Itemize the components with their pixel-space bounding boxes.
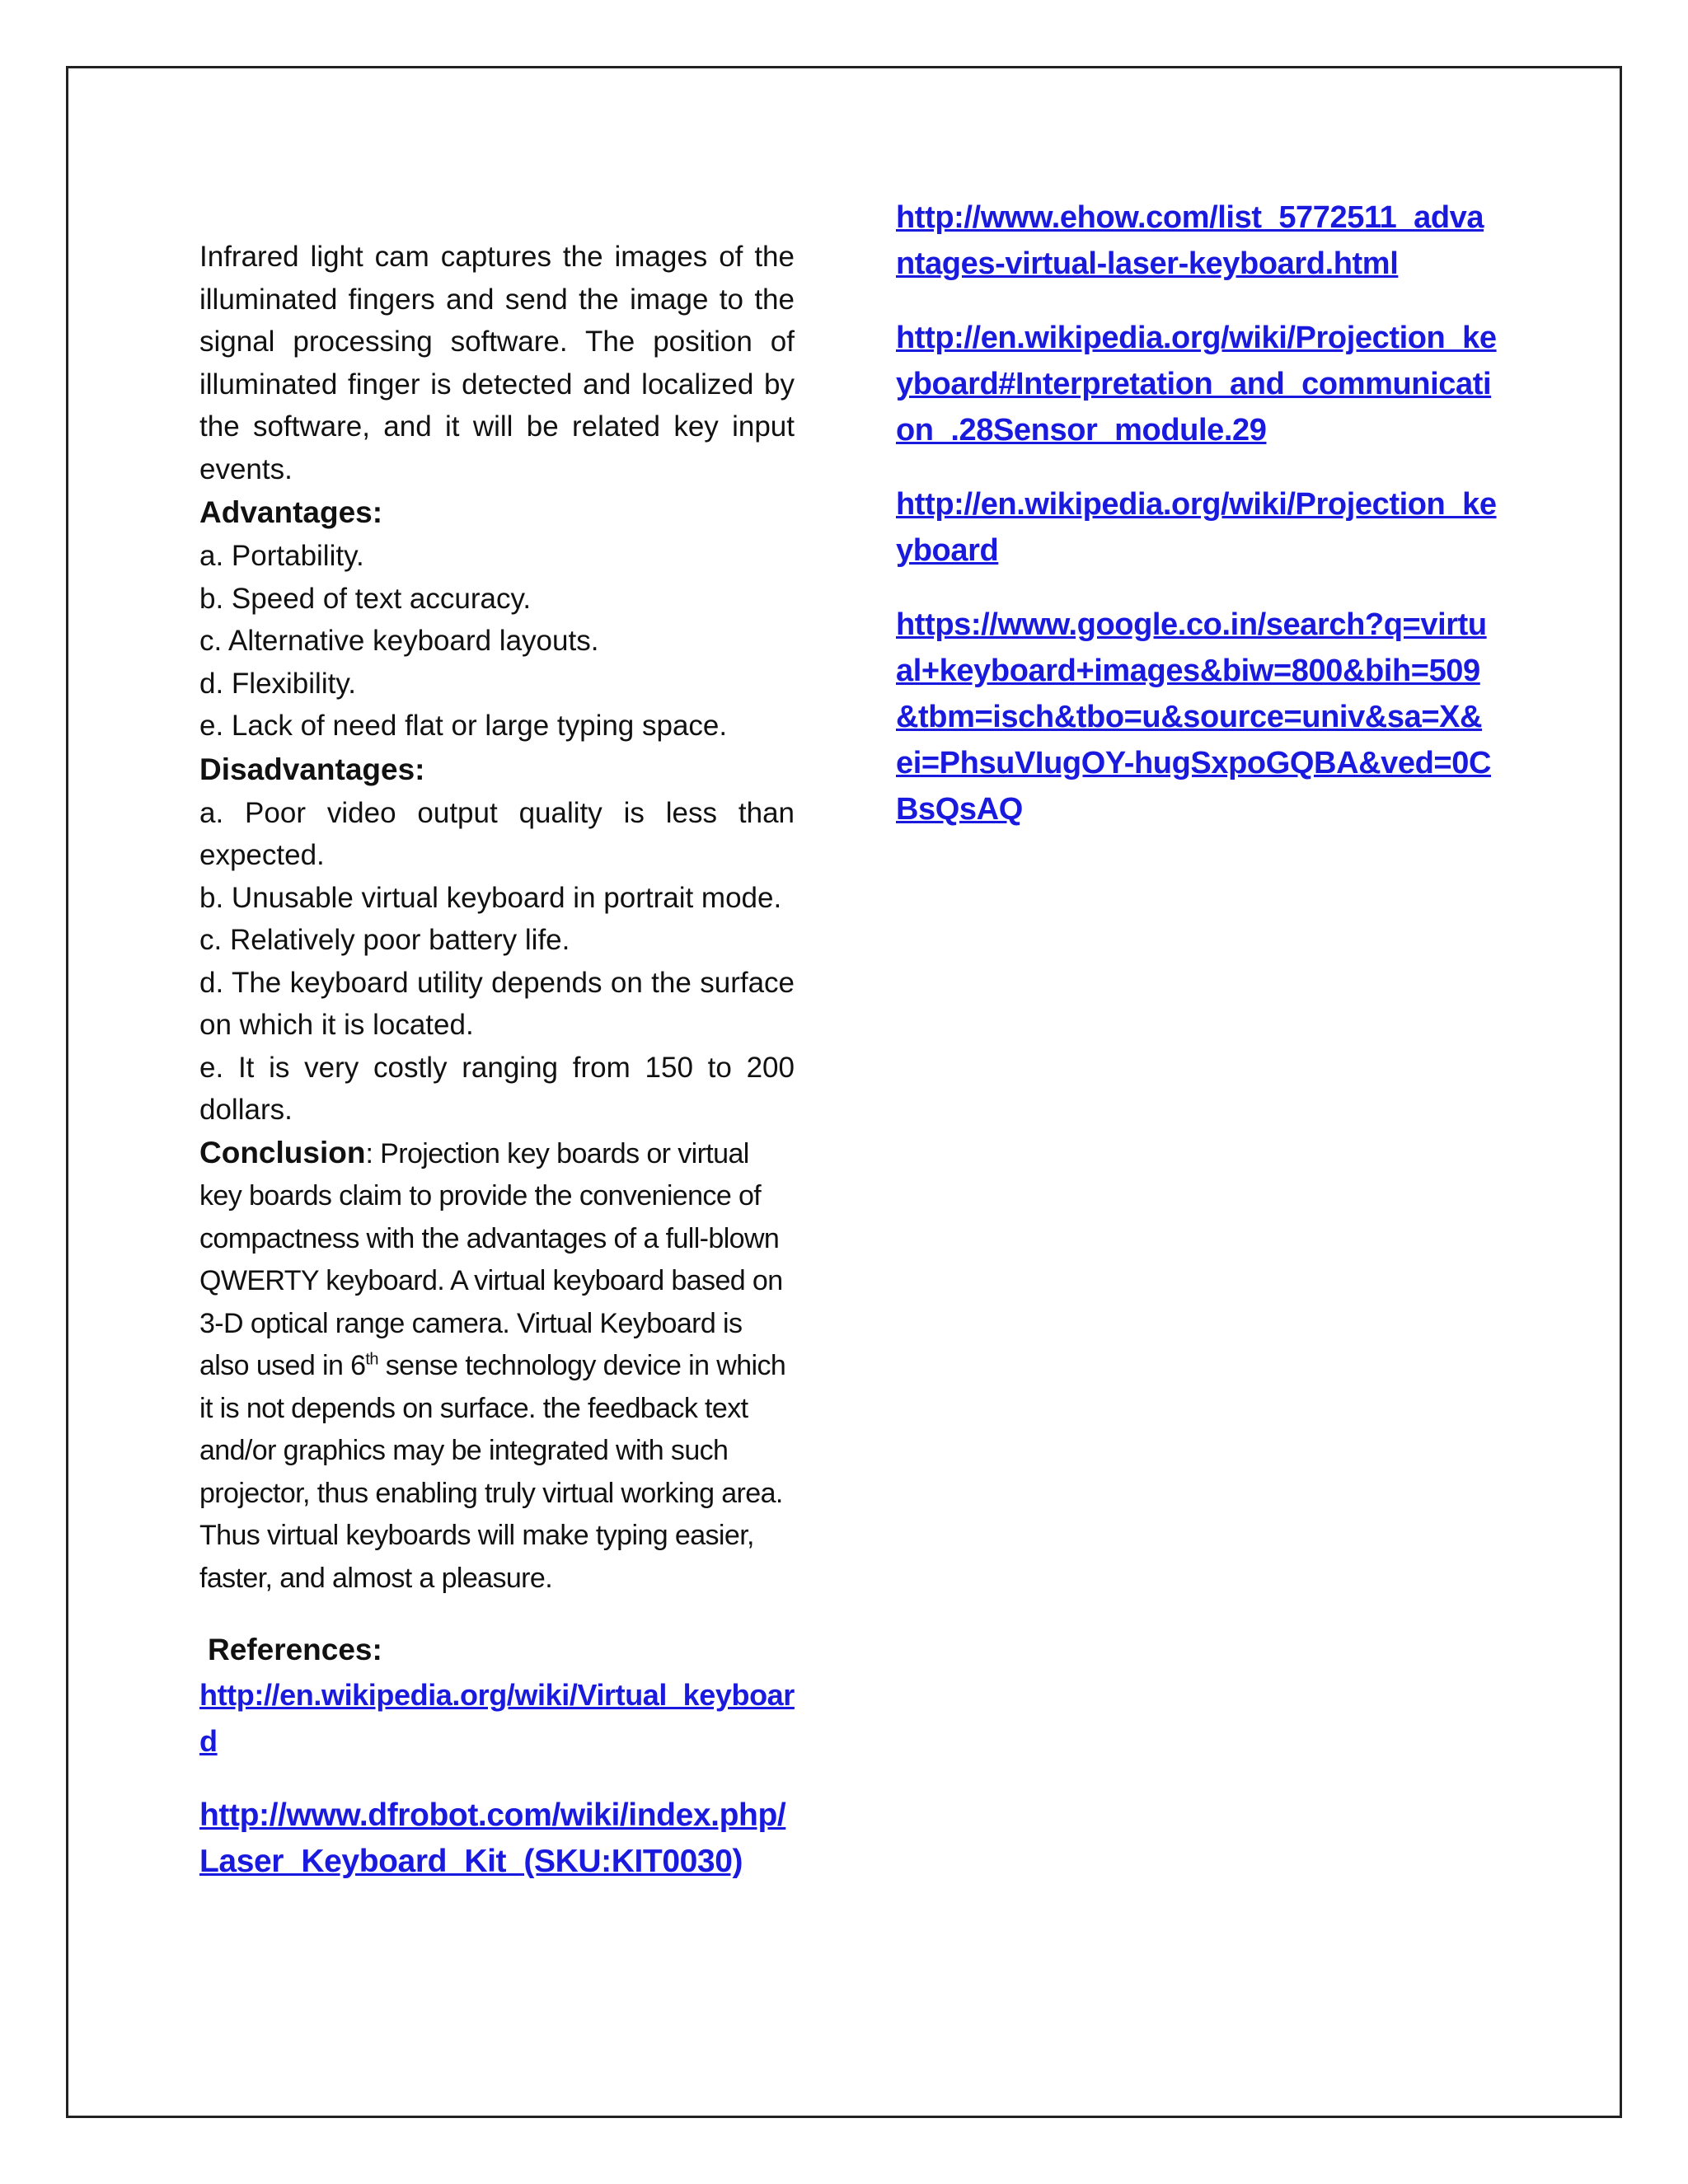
conclusion-label: Conclusion xyxy=(199,1135,366,1169)
reference-link[interactable]: https://www.google.co.in/search?q=virtual+keyboard+images&biw=800&bih=509&tbm=isch&tbo=u&source=univ&sa=X&ei=PhsuVIugOY-hugSxpoGQBA&ved=0CBsQsAQ xyxy=(896,607,1492,827)
reference-link[interactable]: http://en.wikipedia.org/wiki/Projection_keyboard#Interpretation_and_communication_.28Sensor_module.29 xyxy=(896,321,1497,448)
conclusion-paragraph xyxy=(199,1132,795,1601)
conclusion-text: : Projection key boards or virtual key boards claim to provide the convenience of compactness with the advantages of a full-blown QWERTY keyboard. A virtual keyboard based on 3-D optical range camera. Virtual Keyboard is also used in 6 xyxy=(199,1137,783,1381)
advantage-item: e. Lack of need flat or large typing space. xyxy=(199,710,728,742)
conclusion-text-continued: sense technology device in which it is not depends on surface. the feedback text and/or graphics may be integrated with such projector, thus enabling truly virtual working area. Thus virtual keyboards will make typing easier, faster, and almost a pleasure. xyxy=(199,1350,786,1594)
advantage-item: d. Flexibility. xyxy=(199,667,356,700)
right-column xyxy=(896,194,1498,860)
advantages-heading: Advantages: xyxy=(199,495,383,529)
reference-link[interactable]: http://www.ehow.com/list_5772511_advantages-virtual-laser-keyboard.html xyxy=(896,200,1484,281)
advantage-item: c. Alternative keyboard layouts. xyxy=(199,625,599,657)
reference-link[interactable]: http://www.dfrobot.com/wiki/index.php/Laser_Keyboard_Kit_(SKU:KIT0030) xyxy=(199,1797,786,1879)
intro-paragraph: Infrared light cam captures the images of the illuminated fingers and send the image to the signal processing software. The position of illuminated finger is detected and localized by the software, and it will be related key input events. xyxy=(199,241,795,485)
advantage-item: b. Speed of text accuracy. xyxy=(199,582,532,615)
disadvantage-item: e. It is very costly ranging from 150 to 200 dollars. xyxy=(199,1051,795,1126)
disadvantage-item: c. Relatively poor battery life. xyxy=(199,924,570,956)
disadvantages-heading: Disadvantages: xyxy=(199,752,425,786)
disadvantage-item: b. Unusable virtual keyboard in portrait mode. xyxy=(199,881,782,914)
left-column xyxy=(199,236,795,1885)
reference-link[interactable]: http://en.wikipedia.org/wiki/Virtual_keyboard xyxy=(199,1678,795,1758)
conclusion-superscript: th xyxy=(365,1350,378,1369)
disadvantage-item: a. Poor video output quality is less than expected. xyxy=(199,796,795,871)
reference-link[interactable]: http://en.wikipedia.org/wiki/Projection_keyboard xyxy=(896,487,1497,568)
disadvantage-item: d. The keyboard utility depends on the surface on which it is located. xyxy=(199,966,795,1041)
references-heading: References: xyxy=(208,1633,382,1666)
advantage-item: a. Portability. xyxy=(199,540,364,572)
